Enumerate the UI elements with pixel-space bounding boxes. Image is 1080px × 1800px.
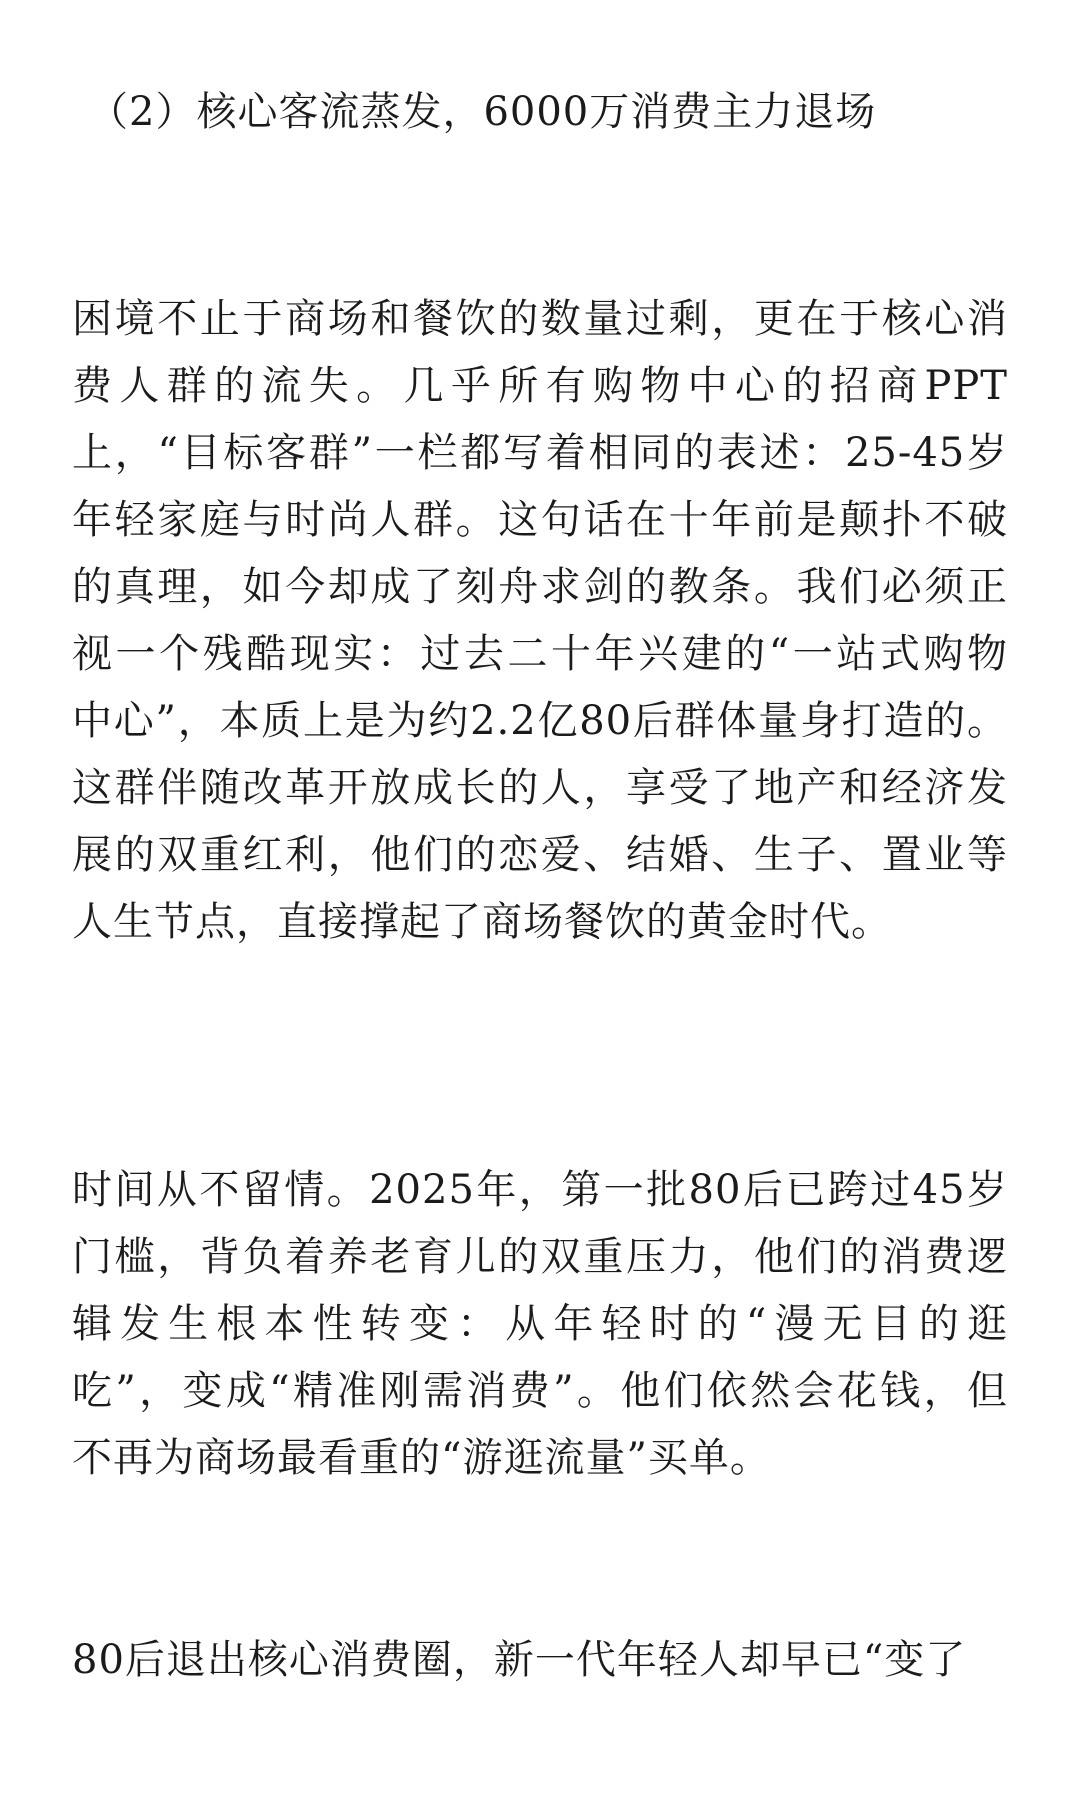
paragraph-line: 门槛，背负着养老育儿的双重压力，他们的消费逻 xyxy=(72,1234,1008,1280)
paragraph xyxy=(72,286,1008,956)
paragraph-line: 辑发生根本性转变：从年轻时的“漫无目的逛 xyxy=(72,1301,1008,1347)
paragraph-line: 困境不止于商场和餐饮的数量过剩，更在于核心消 xyxy=(72,296,1008,342)
paragraph xyxy=(72,1157,1008,1492)
paragraph-line: 不再为商场最看重的“游逛流量”买单。 xyxy=(72,1435,771,1481)
paragraph-line: 吃”，变成“精准刚需消费”。他们依然会花钱，但 xyxy=(72,1368,1008,1414)
paragraph-line: 费人群的流失。几乎所有购物中心的招商PPT xyxy=(72,363,1008,409)
paragraph-line: 这群伴随改革开放成长的人，享受了地产和经济发 xyxy=(72,765,1008,811)
paragraph-line: 上，“目标客群”一栏都写着相同的表述：25-45岁 xyxy=(72,430,1008,476)
paragraph-line: 年轻家庭与时尚人群。这句话在十年前是颠扑不破 xyxy=(72,497,1008,543)
paragraph-line: 展的双重红利，他们的恋爱、结婚、生子、置业等 xyxy=(72,832,1008,878)
paragraph xyxy=(72,1627,1008,1694)
section-subheading: （2）核心客流蒸发，6000万消费主力退场 xyxy=(88,89,877,135)
paragraph-line: 中心”，本质上是为约2.2亿80后群体量身打造的。 xyxy=(72,698,1008,744)
paragraph-line: 人生节点，直接撑起了商场餐饮的黄金时代。 xyxy=(72,899,892,945)
paragraph-line: 的真理，如今却成了刻舟求剑的教条。我们必须正 xyxy=(72,564,1008,610)
paragraph-line: 80后退出核心消费圈，新一代年轻人却早已“变了 xyxy=(72,1637,967,1683)
paragraph-line: 视一个残酷现实：过去二十年兴建的“一站式购物 xyxy=(72,631,1008,677)
paragraph-line: 时间从不留情。2025年，第一批80后已跨过45岁 xyxy=(72,1167,1008,1213)
